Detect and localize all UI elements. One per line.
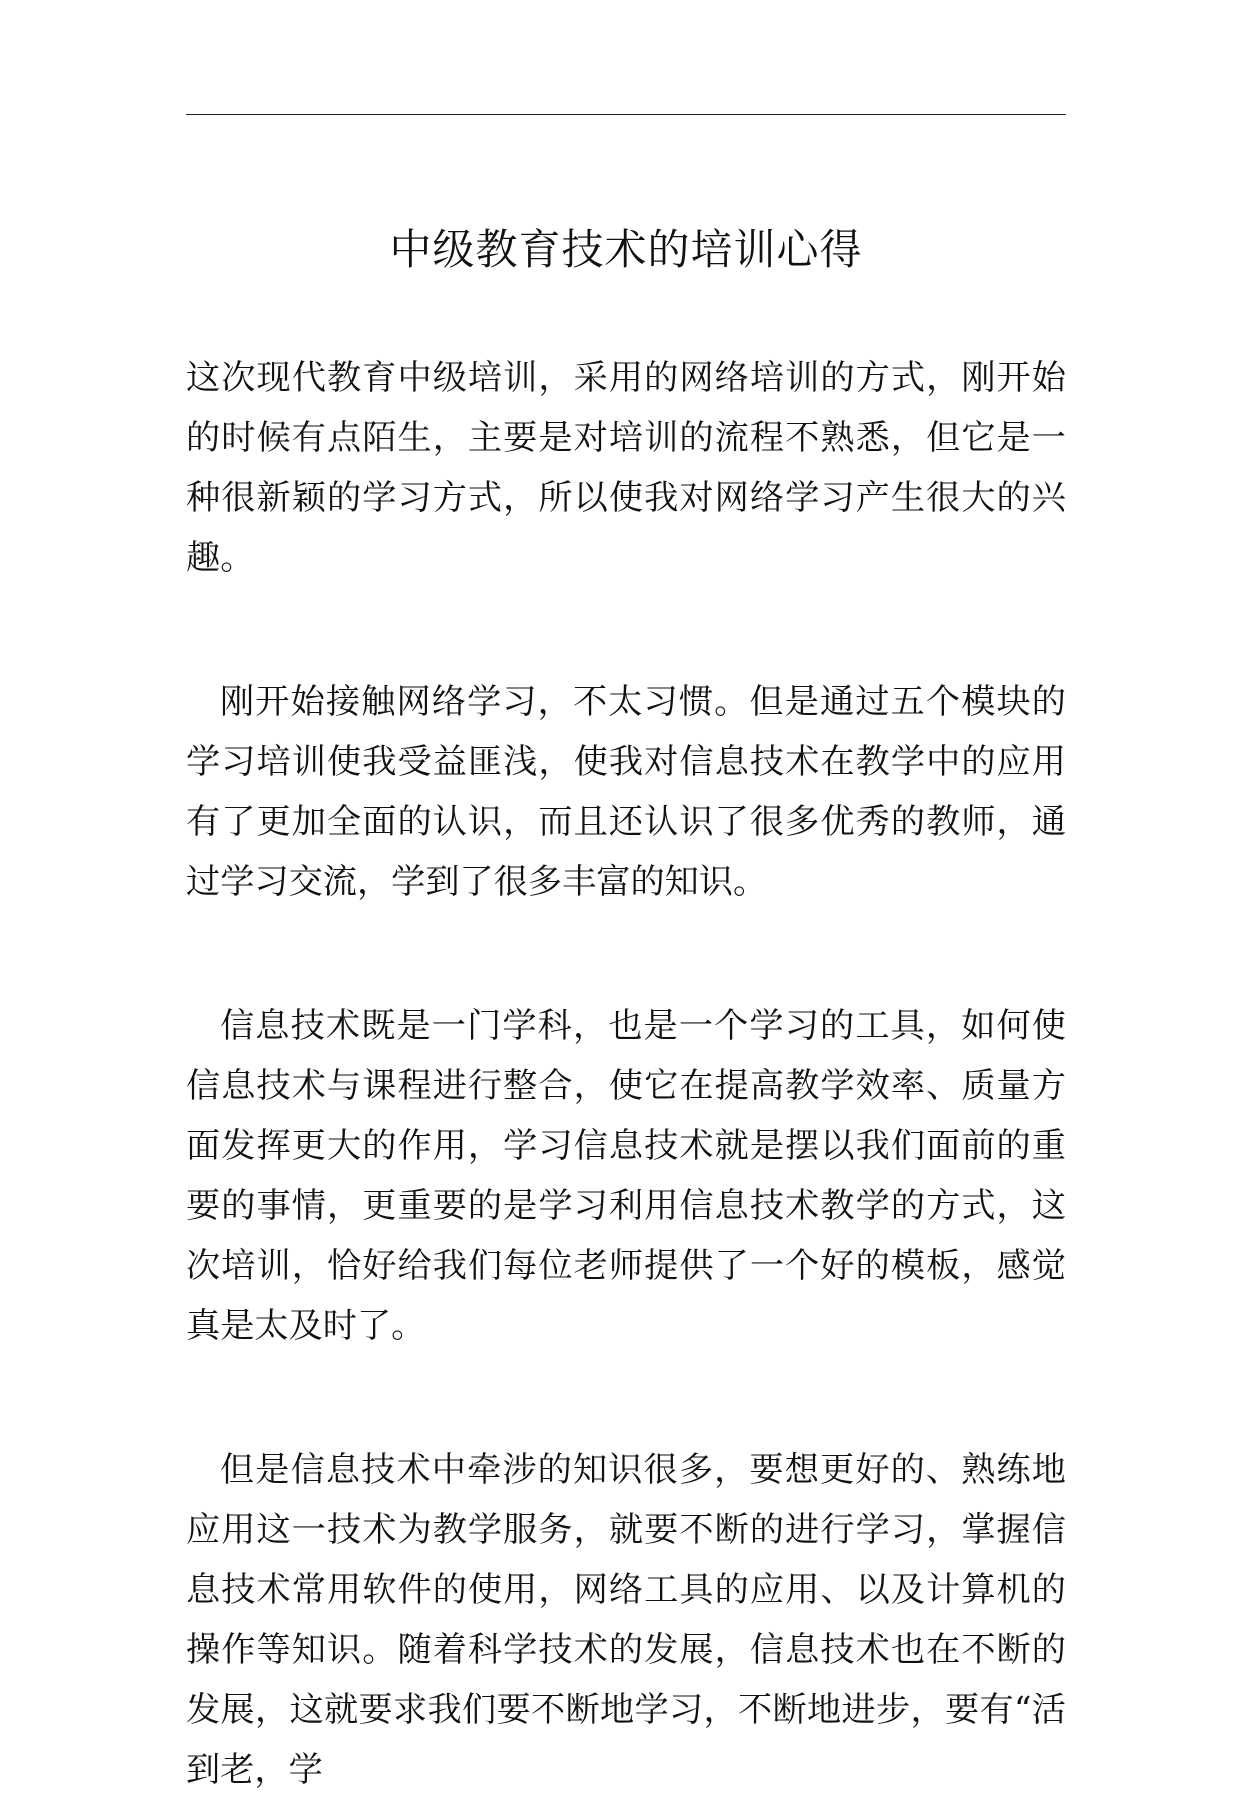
paragraph-1: 这次现代教育中级培训，采用的网络培训的方式，刚开始的时候有点陌生，主要是对培训的流程不熟悉，但它是一种很新颖的学习方式，所以使我对网络学习产生很大的兴趣。 bbox=[186, 358, 1066, 578]
header-rule bbox=[186, 114, 1066, 115]
paragraph-4: 但是信息技术中牵涉的知识很多，要想更好的、熟练地应用这一技术为教学服务，就要不断的进行学习，掌握信息技术常用软件的使用，网络工具的应用、以及计算机的操作等知识。随着科学技术的发展，信息技术也在不断的发展，这就要求我们要不断地学习，不断地进步，要有“活到老，学 bbox=[186, 1450, 1066, 1790]
paragraph-3: 信息技术既是一门学科，也是一个学习的工具，如何使信息技术与课程进行整合，使它在提高教学效率、质量方面发挥更大的作用，学习信息技术就是摆以我们面前的重要的事情，更重要的是学习利用信息技术教学的方式，这次培训，恰好给我们每位老师提供了一个好的模板，感觉真是太及时了。 bbox=[186, 1006, 1066, 1346]
paragraph-2: 刚开始接触网络学习，不太习惯。但是通过五个模块的学习培训使我受益匪浅，使我对信息技术在教学中的应用有了更加全面的认识，而且还认识了很多优秀的教师，通过学习交流，学到了很多丰富的知识。 bbox=[186, 682, 1066, 902]
page-title: 中级教育技术的培训心得 bbox=[389, 225, 863, 274]
document-body bbox=[186, 348, 1066, 1800]
